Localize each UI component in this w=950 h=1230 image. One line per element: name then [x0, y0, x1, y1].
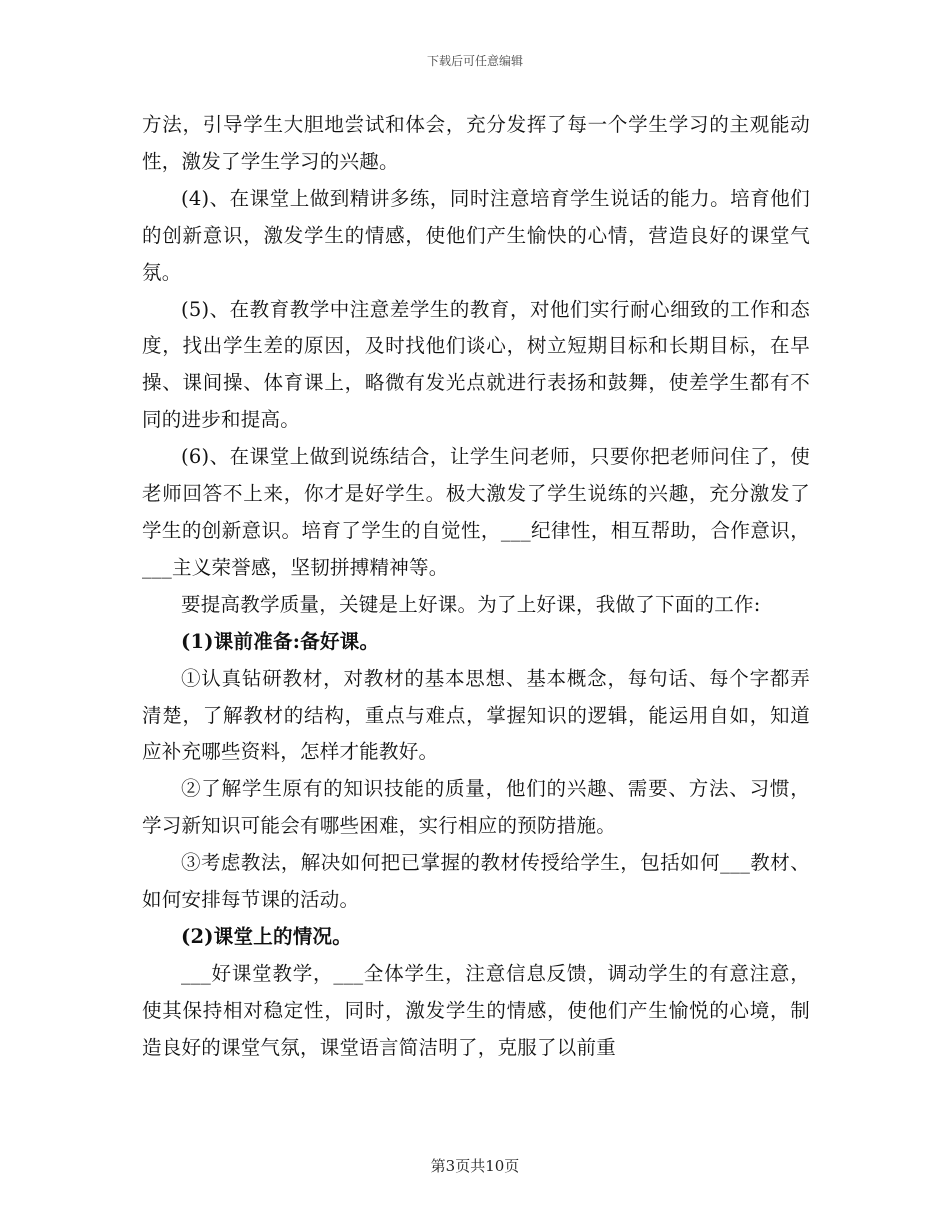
paragraph: (5)、在教育教学中注意差学生的教育，对他们实行耐心细致的工作和态度，找出学生差的原因，及时找他们谈心，树立短期目标和长期目标，在早操、课间操、体育课上，略微有发光点就进行表扬和鼓舞，使差学生都有不同的进步和提高。 [142, 297, 810, 432]
paragraph: ③考虑教法，解决如何把已掌握的教材传授给学生，包括如何___教材、如何安排每节课的活动。 [142, 851, 810, 912]
paragraph: 要提高教学质量，关键是上好课。为了上好课，我做了下面的工作: [181, 592, 761, 616]
page-footer: 第3页共10页 [430, 1157, 520, 1175]
section-heading: (1)课前准备:备好课。 [181, 629, 380, 653]
paragraph: (6)、在课堂上做到说练结合，让学生问老师，只要你把老师问住了，使老师回答不上来，你才是好学生。极大激发了学生说练的兴趣，充分激发了学生的创新意识。培育了学生的自觉性，___纪律性，相互帮助，合作意识，___主义荣誉感，坚韧拼搏精神等。 [142, 445, 810, 579]
paragraph: (4)、在课堂上做到精讲多练，同时注意培育学生说话的能力。培育他们的创新意识，激发学生的情感，使他们产生愉快的心情，营造良好的课堂气氛。 [142, 186, 810, 284]
document-body [142, 107, 810, 1067]
paragraph: ②了解学生原有的知识技能的质量，他们的兴趣、需要、方法、习惯，学习新知识可能会有哪些困难，实行相应的预防措施。 [142, 777, 810, 838]
paragraph: ___好课堂教学，___全体学生，注意信息反馈，调动学生的有意注意，使其保持相对稳定性，同时，激发学生的情感，使他们产生愉悦的心境，制造良好的课堂气氛，课堂语言简洁明了，克服了以前重 [142, 961, 810, 1059]
paragraph: 方法，引导学生大胆地尝试和体会，充分发挥了每一个学生学习的主观能动性，激发了学生学习的兴趣。 [142, 113, 810, 173]
section-heading: (2)课堂上的情况。 [181, 924, 353, 948]
paragraph: ①认真钻研教材，对教材的基本思想、基本概念，每句话、每个字都弄清楚，了解教材的结构，重点与难点，掌握知识的逻辑，能运用自如，知道应补充哪些资料，怎样才能教好。 [142, 666, 810, 764]
page-header: 下载后可任意编辑 [426, 54, 523, 68]
